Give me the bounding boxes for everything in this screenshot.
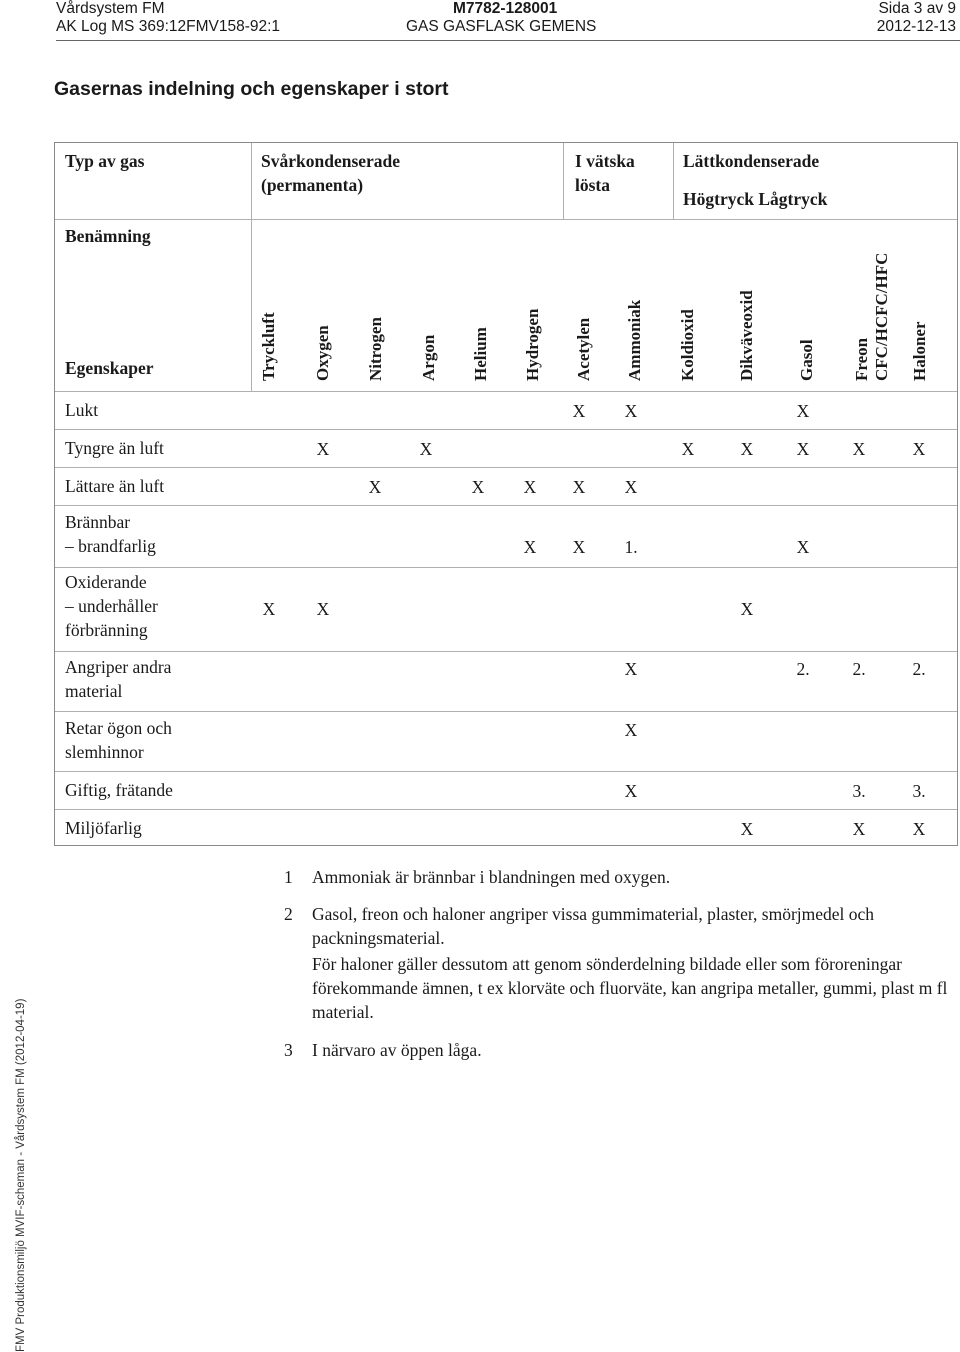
losta-label: lösta [575, 175, 610, 195]
gas-argon: Argon [419, 334, 438, 381]
mark-lattare-helium: X [471, 477, 485, 497]
header-doc-number: M7782-128001 [453, 0, 558, 17]
gas-properties-table [54, 142, 958, 846]
mark-angriper-freon: 2. [852, 659, 866, 679]
row-divider [55, 651, 957, 652]
row-divider [55, 467, 957, 468]
mark-lattare-nitrogen: X [368, 477, 382, 497]
mark-lukt-ammoniak: X [624, 401, 638, 421]
prop-giftig: Giftig, frätande [65, 780, 173, 800]
header-subject: GAS GASFLASK GEMENS [406, 18, 597, 35]
footnote-3-text: I närvaro av öppen låga. [312, 1040, 482, 1060]
prop-oxiderande: Oxiderande [65, 572, 147, 592]
mark-tyngre-dikvaveoxid: X [740, 439, 754, 459]
col-divider [673, 143, 674, 219]
mark-miljo-haloner: X [912, 819, 926, 839]
header-log: AK Log MS 369:12FMV158-92:1 [56, 18, 281, 35]
prop-lattare: Lättare än luft [65, 476, 165, 496]
col-divider [251, 219, 252, 391]
gas-nitrogen: Nitrogen [366, 317, 385, 381]
mark-giftig-haloner: 3. [912, 781, 926, 801]
prop-miljo: Miljöfarlig [65, 818, 142, 838]
permanenta-label: (permanenta) [261, 175, 364, 195]
footnote-2-text: Gasol, freon och haloner angriper vissa gummimaterial, plaster, smörjmedel och packningsmaterial. [312, 904, 875, 948]
row-divider [55, 809, 957, 810]
mark-brannbar-acetylen: X [572, 537, 586, 557]
mark-angriper-ammoniak: X [624, 659, 638, 679]
mark-tyngre-koldioxid: X [681, 439, 695, 459]
lattkondenserade-label: Lättkondenserade [683, 151, 820, 171]
mark-tyngre-freon: X [852, 439, 866, 459]
prop-lukt: Lukt [65, 400, 99, 420]
mark-brannbar-gasol: X [796, 537, 810, 557]
mark-angriper-gasol: 2. [796, 659, 810, 679]
footnote-3-number: 3 [284, 1040, 293, 1060]
typ-av-gas-label: Typ av gas [65, 151, 145, 171]
header-page: Sida 3 av 9 [878, 0, 956, 17]
mark-brannbar-hydrogen: X [523, 537, 537, 557]
gas-freon-types: CFC/HCFC/HFC [872, 252, 891, 381]
mark-tyngre-haloner: X [912, 439, 926, 459]
mark-lattare-hydrogen: X [523, 477, 537, 497]
mark-tyngre-gasol: X [796, 439, 810, 459]
gas-koldioxid: Koldioxid [678, 309, 697, 381]
row-divider [55, 429, 957, 430]
prop-angriper: Angriper andra [65, 657, 172, 677]
prop-material: material [65, 681, 123, 701]
header-date: 2012-12-13 [876, 18, 956, 35]
gas-gasol: Gasol [797, 339, 816, 381]
row-divider [55, 771, 957, 772]
egenskaper-label: Egenskaper [65, 358, 154, 378]
benamning-label: Benämning [65, 226, 151, 246]
mark-tyngre-argon: X [419, 439, 433, 459]
footnote-1-number: 1 [284, 867, 293, 887]
mark-brannbar-ammoniak: 1. [624, 537, 638, 557]
gas-freon: Freon [852, 337, 871, 381]
row-divider [55, 711, 957, 712]
row-divider [55, 391, 957, 392]
gas-ammoniak: Ammoniak [625, 299, 644, 381]
mark-oxiderande-dikvaveoxid: X [740, 599, 754, 619]
svarkondenserade-label: Svårkondenserade [261, 151, 401, 171]
mark-lattare-acetylen: X [572, 477, 586, 497]
mark-miljo-freon: X [852, 819, 866, 839]
mark-tyngre-oxygen: X [316, 439, 330, 459]
footnote-2-continuation: För haloner gäller dessutom att genom sönderdelning bildade eller som föroreningar förekommande ämnen, t ex klorväte och fluorväte, kan angripa metaller, gummi, plast m fl material. [312, 954, 948, 1022]
mark-giftig-freon: 3. [852, 781, 866, 801]
gas-helium: Helium [471, 327, 490, 381]
gas-acetylen: Acetylen [574, 317, 593, 381]
gas-hydrogen: Hydrogen [523, 308, 542, 381]
gas-haloner: Haloner [910, 321, 929, 381]
hogtryck-lagtryck-label: Högtryck Lågtryck [683, 189, 828, 209]
gas-oxygen: Oxygen [313, 325, 332, 381]
prop-brandfarlig: – brandfarlig [65, 536, 156, 556]
gas-tryckluft: Tryckluft [259, 312, 278, 381]
prop-underhaller: – underhåller [65, 596, 158, 616]
mark-giftig-ammoniak: X [624, 781, 638, 801]
col-divider [251, 143, 252, 219]
footnote-1-text: Ammoniak är brännbar i blandningen med oxygen. [312, 867, 671, 887]
mark-oxiderande-tryckluft: X [262, 599, 276, 619]
mark-miljo-dikvaveoxid: X [740, 819, 754, 839]
row-divider [55, 219, 957, 220]
page-title: Gasernas indelning och egenskaper i stort [54, 78, 449, 100]
prop-retar: Retar ögon och [65, 718, 172, 738]
mark-retar-ammoniak: X [624, 720, 638, 740]
prop-tyngre: Tyngre än luft [65, 438, 164, 458]
col-divider [563, 143, 564, 219]
gas-dikvaveoxid: Dikväveoxid [737, 290, 756, 381]
mark-angriper-haloner: 2. [912, 659, 926, 679]
header-rule [56, 40, 960, 41]
prop-slemhinnor: slemhinnor [65, 742, 144, 762]
row-divider [55, 505, 957, 506]
row-divider [55, 567, 957, 568]
mark-lukt-gasol: X [796, 401, 810, 421]
prop-brannbar: Brännbar [65, 512, 131, 532]
margin-template-text: FMV Produktionsmiljö MVIF-scheman - Vårdsystem FM (2012-04-19) [15, 998, 27, 1352]
footnote-2-number: 2 [284, 904, 293, 924]
mark-lattare-ammoniak: X [624, 477, 638, 497]
prop-forbranning: förbränning [65, 620, 148, 640]
mark-lukt-acetylen: X [572, 401, 586, 421]
i-vatska-label: I vätska [575, 151, 635, 171]
mark-oxiderande-oxygen: X [316, 599, 330, 619]
header-system: Vårdsystem FM [56, 0, 165, 17]
